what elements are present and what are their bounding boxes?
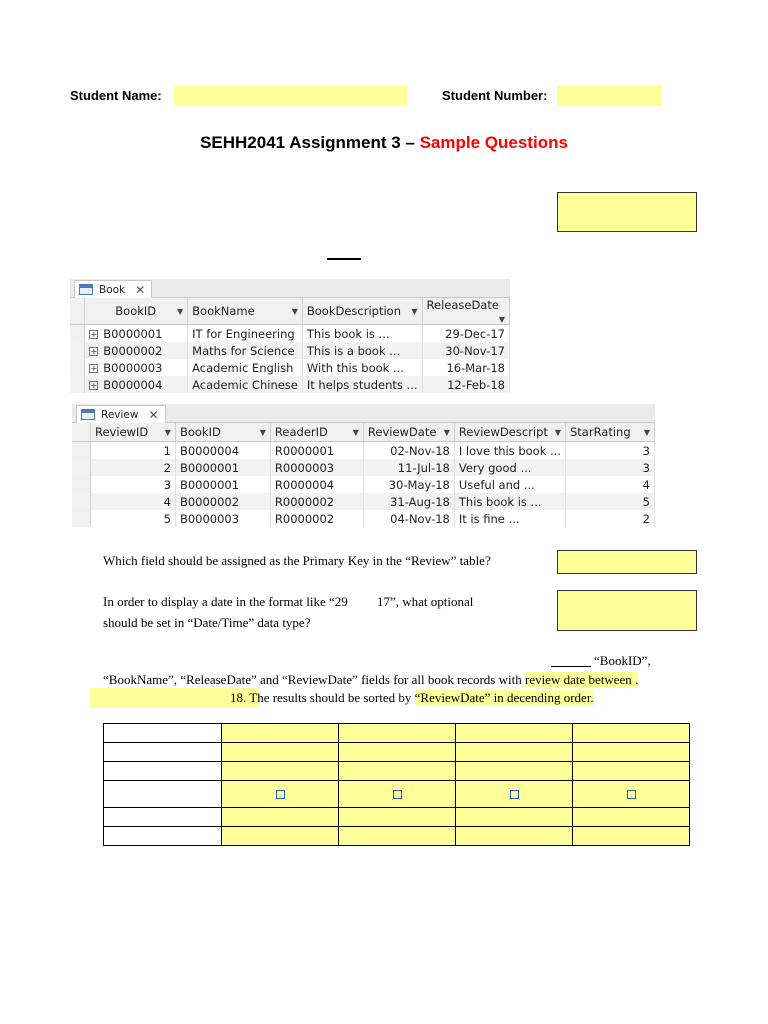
table-cell[interactable]: 3 [90,476,175,493]
row-selector[interactable] [72,442,90,460]
table-row[interactable] [72,476,655,493]
table-cell[interactable]: 02-Nov-18 [363,442,454,460]
chevron-down-icon: ▼ [164,428,171,437]
table-cell[interactable]: 12-Feb-18 [422,376,509,393]
grid-label-cell [104,827,222,846]
column-header[interactable]: ReviewID ▼ [90,423,175,442]
grid-cell[interactable] [339,762,456,781]
answer-box-q2[interactable] [557,590,697,631]
review-table-window [72,404,655,530]
column-header[interactable]: ReviewDescript ▼ [454,423,565,442]
grid-cell[interactable] [339,827,456,846]
chevron-down-icon: ▼ [259,428,266,437]
table-cell[interactable]: 11-Jul-18 [363,459,454,476]
table-cell[interactable]: B0000003 [175,510,270,527]
close-icon[interactable]: ✕ [148,407,159,422]
table-cell[interactable]: R0000002 [270,493,363,510]
book-tab-label: Book [99,283,126,296]
close-icon[interactable]: ✕ [135,282,146,297]
student-name-label: Student Name: [70,88,162,103]
row-selector[interactable] [70,342,85,359]
table-cell[interactable]: B0000001 [175,459,270,476]
grid-cell[interactable] [222,743,339,762]
table-cell[interactable]: 5 [565,493,654,510]
grid-row [104,762,690,781]
grid-row [104,724,690,743]
column-header[interactable]: BookName ▼ [188,298,303,325]
grid-cell[interactable] [339,743,456,762]
row-selector[interactable] [70,376,85,393]
grid-row [104,808,690,827]
chevron-down-icon: ▼ [176,307,184,316]
row-selector[interactable] [72,493,90,510]
table-cell[interactable]: 2 [90,459,175,476]
grid-cell[interactable] [222,724,339,743]
question-3-highlight-b: 18. [230,690,247,705]
grid-cell[interactable] [573,827,690,846]
question-3-line-3 [230,687,594,708]
grid-cell[interactable] [456,827,573,846]
table-row[interactable] [70,376,510,393]
table-cell[interactable]: + B0000004 [85,376,188,393]
table-cell[interactable]: 1 [90,442,175,460]
question-2-text [103,591,473,633]
grid-cell [456,781,573,808]
table-cell[interactable]: I love this book ... [454,442,565,460]
table-cell[interactable]: 5 [90,510,175,527]
grid-cell[interactable] [573,762,690,781]
question-2-line-1: In order to display a date in the format like “29 17”, what optional [103,594,474,609]
answer-box-q1[interactable] [557,550,697,574]
grid-cell [222,781,339,808]
row-selector-header [70,298,85,325]
table-cell[interactable]: 3 [565,442,654,460]
table-cell[interactable]: B0000004 [175,442,270,460]
row-selector[interactable] [70,325,85,343]
chevron-down-icon: ▼ [291,307,298,316]
chevron-down-icon: ▼ [352,428,359,437]
row-selector[interactable] [72,510,90,527]
table-cell[interactable]: It is fine ... [454,510,565,527]
table-cell[interactable]: Very good ... [454,459,565,476]
table-cell[interactable]: R0000003 [270,459,363,476]
grid-cell[interactable] [222,827,339,846]
grid-label-cell [104,724,222,743]
grid-label-cell [104,808,222,827]
blank-underline-q3 [551,666,591,667]
grid-cell[interactable] [339,808,456,827]
table-row[interactable] [72,493,655,510]
column-header[interactable]: StarRating ▼ [565,423,654,442]
table-cell[interactable]: 30-Nov-17 [422,342,509,359]
book-table [70,298,510,393]
table-cell[interactable]: + B0000003 [85,359,188,376]
row-selector-header [72,423,90,442]
review-table [72,423,655,527]
chevron-down-icon: ▼ [643,428,650,437]
table-cell[interactable]: B0000002 [175,493,270,510]
grid-cell[interactable] [456,762,573,781]
table-cell[interactable]: IT for Engineering [188,325,303,343]
show-checkbox[interactable] [510,790,519,799]
grid-cell[interactable] [573,808,690,827]
table-icon [81,409,95,420]
grid-cell [573,781,690,808]
table-cell[interactable]: 04-Nov-18 [363,510,454,527]
grid-cell[interactable] [456,808,573,827]
question-3-line-1: “BookID”, [594,653,651,668]
grid-cell[interactable] [222,808,339,827]
student-number-label: Student Number: [442,88,548,103]
question-3-text-a: “BookName”, “ReleaseDate” and “ReviewDate” fields for all book records with [103,672,525,687]
question-2-line-2: should be set in “Date/Time” data type? [103,615,311,630]
row-selector[interactable] [72,459,90,476]
expand-icon[interactable]: + [90,329,98,339]
table-cell[interactable]: 4 [565,476,654,493]
table-cell[interactable]: + B0000001 [85,325,188,343]
expand-icon[interactable]: + [90,363,98,373]
query-design-grid [103,723,690,846]
grid-cell[interactable] [339,724,456,743]
expand-icon[interactable]: + [90,380,98,390]
table-row[interactable] [72,510,655,527]
show-checkbox[interactable] [627,790,636,799]
table-cell[interactable]: This book is ... [302,325,422,343]
answer-box-top[interactable] [557,192,697,232]
table-cell[interactable]: B0000001 [175,476,270,493]
chevron-down-icon: ▼ [411,307,418,316]
review-tab[interactable] [76,405,166,423]
grid-cell[interactable] [456,724,573,743]
grid-row [104,743,690,762]
question-1-text: Which field should be assigned as the Primary Key in the “Review” table? [103,553,491,568]
expand-icon[interactable]: + [90,346,98,356]
table-cell[interactable]: R0000002 [270,510,363,527]
book-table-window [70,279,510,392]
table-cell[interactable]: It helps students ... [302,376,422,393]
table-cell[interactable]: R0000004 [270,476,363,493]
column-header[interactable]: BookID ▼ [85,298,188,325]
review-tab-label: Review [101,408,139,421]
table-cell[interactable]: 4 [90,493,175,510]
column-header[interactable]: ReleaseDate ▼ [422,298,509,325]
page-title [0,133,768,153]
chevron-down-icon: ▼ [554,428,561,437]
review-tab-bar [72,404,655,423]
table-cell[interactable]: Academic Chinese [188,376,303,393]
table-cell[interactable]: 30-May-18 [363,476,454,493]
grid-cell[interactable] [222,762,339,781]
table-cell[interactable]: Useful and ... [454,476,565,493]
grid-label-cell [104,762,222,781]
grid-row [104,827,690,846]
table-cell[interactable]: 3 [565,459,654,476]
column-header[interactable]: ReviewDate ▼ [363,423,454,442]
table-cell[interactable]: 29-Dec-17 [422,325,509,343]
chevron-down-icon: ▼ [498,315,505,324]
grid-row-show [104,781,690,808]
table-row[interactable] [72,442,655,460]
table-cell[interactable]: With this book ... [302,359,422,376]
grid-cell[interactable] [573,724,690,743]
column-header[interactable]: BookDescription ▼ [302,298,422,325]
book-tab[interactable] [74,280,152,298]
question-3-text-b: The results should be sorted by [246,690,415,705]
grid-cell [339,781,456,808]
question-3-highlight-a: review date between . [524,672,639,687]
table-cell[interactable]: Maths for Science [188,342,303,359]
table-icon [79,284,93,295]
table-cell[interactable]: Academic English [188,359,303,376]
grid-cell[interactable] [573,743,690,762]
chevron-down-icon: ▼ [443,428,450,437]
blank-underline [327,258,361,260]
title-main: SEHH2041 Assignment 3 – [200,133,420,152]
table-cell[interactable]: R0000001 [270,442,363,460]
table-row[interactable] [72,459,655,476]
table-cell[interactable]: This is a book ... [302,342,422,359]
title-highlight: Sample Questions [419,133,568,152]
show-checkbox[interactable] [276,790,285,799]
row-selector[interactable] [72,476,90,493]
grid-cell[interactable] [456,743,573,762]
student-number-field[interactable] [557,85,662,106]
show-checkbox[interactable] [393,790,402,799]
column-header[interactable]: ReaderID ▼ [270,423,363,442]
row-selector[interactable] [70,359,85,376]
book-tab-bar [70,279,510,298]
table-cell[interactable]: + B0000002 [85,342,188,359]
grid-label-cell [104,781,222,808]
grid-label-cell [104,743,222,762]
table-row[interactable] [70,325,510,343]
column-header[interactable]: BookID ▼ [175,423,270,442]
table-cell[interactable]: This book is ... [454,493,565,510]
table-row[interactable] [70,342,510,359]
student-name-field[interactable] [174,85,407,106]
table-row[interactable] [70,359,510,376]
table-cell[interactable]: 16-Mar-18 [422,359,509,376]
question-3-highlight-c: “ReviewDate” in decending order. [414,690,594,705]
table-cell[interactable]: 2 [565,510,654,527]
table-cell[interactable]: 31-Aug-18 [363,493,454,510]
